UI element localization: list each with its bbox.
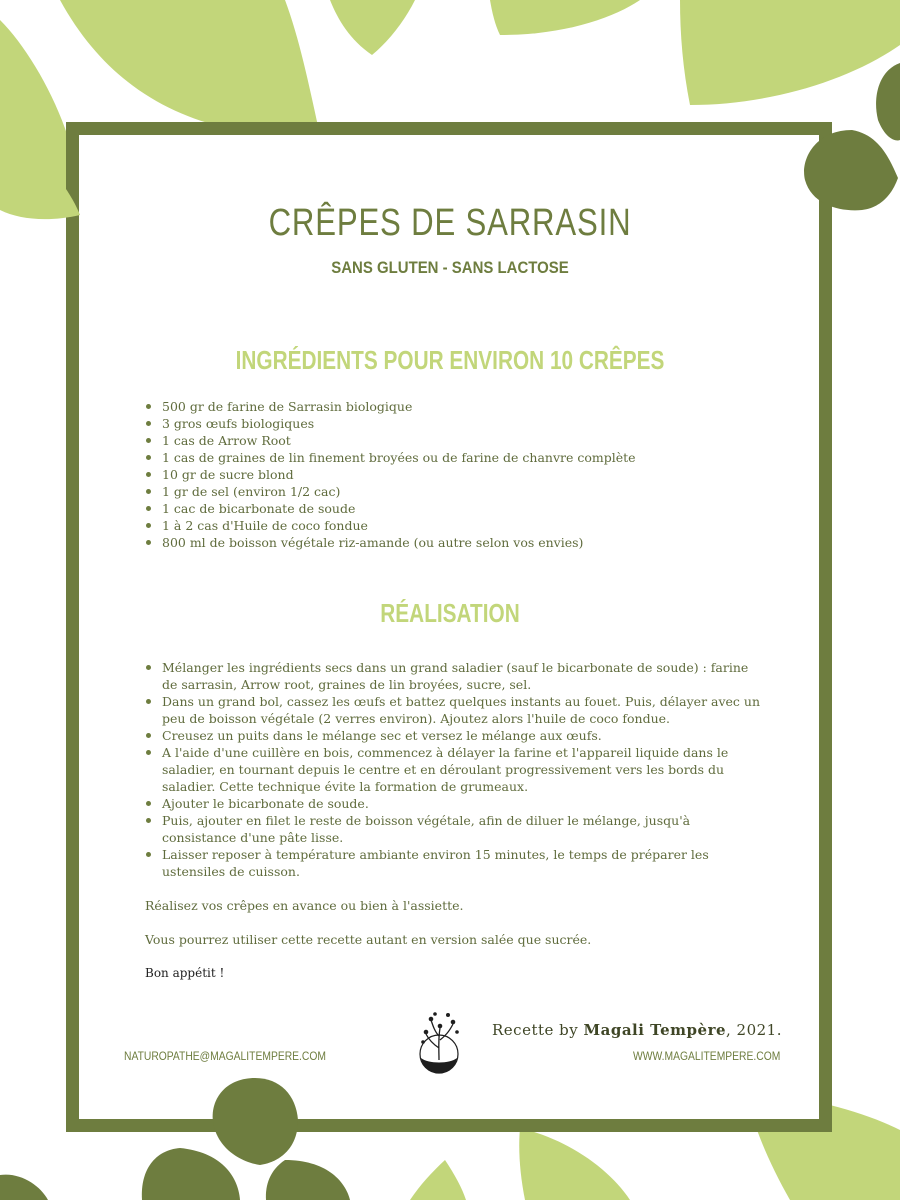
- list-item: 500 gr de farine de Sarrasin biologique: [145, 398, 765, 415]
- note-sweet-savory: Vous pourrez utiliser cette recette autant en version salée que sucrée.: [145, 932, 592, 947]
- note-advance: Réalisez vos crêpes en avance ou bien à l'assiette.: [145, 898, 464, 913]
- list-item: Ajouter le bicarbonate de soude.: [145, 795, 765, 812]
- tree-growing-from-bowl-icon: [413, 1010, 465, 1076]
- list-item: 1 cas de Arrow Root: [145, 432, 765, 449]
- list-item: 10 gr de sucre blond: [145, 466, 765, 483]
- website-link[interactable]: WWW.MAGALITEMPERE.COM: [632, 1049, 780, 1063]
- list-item: Creusez un puits dans le mélange sec et versez le mélange aux œufs.: [145, 727, 765, 744]
- recipe-subtitle: SANS GLUTEN - SANS LACTOSE: [331, 258, 569, 277]
- credit-suffix: , 2021.: [726, 1021, 782, 1039]
- ingredients-list: [145, 398, 765, 551]
- list-item: 1 cac de bicarbonate de soude: [145, 500, 765, 517]
- list-item: Mélanger les ingrédients secs dans un grand saladier (sauf le bicarbonate de soude) : farine de sarrasin, Arrow root, graines de lin broyées, sucre, sel.: [145, 659, 765, 693]
- list-item: 3 gros œufs biologiques: [145, 415, 765, 432]
- list-item: Dans un grand bol, cassez les œufs et battez quelques instants au fouet. Puis, délayer avec un peu de boisson végétale (2 verres environ). Ajoutez alors l'huile de coco fondue.: [145, 693, 765, 727]
- list-item: Puis, ajouter en filet le reste de boisson végétale, afin de diluer le mélange, jusqu'à consistance d'une pâte lisse.: [145, 812, 765, 846]
- list-item: 1 à 2 cas d'Huile de coco fondue: [145, 517, 765, 534]
- author-name: Magali Tempère: [583, 1021, 727, 1039]
- list-item: 800 ml de boisson végétale riz-amande (ou autre selon vos envies): [145, 534, 765, 551]
- closing-text: Bon appétit !: [145, 966, 225, 980]
- list-item: A l'aide d'une cuillère en bois, commencez à délayer la farine et l'appareil liquide dans le saladier, en tournant depuis le centre et en déroulant progressivement vers les bords du saladier. Cette technique évite la formation de grumeaux.: [145, 744, 765, 795]
- ingredients-heading: INGRÉDIENTS POUR ENVIRON 10 CRÊPES: [235, 345, 665, 375]
- list-item: Laisser reposer à température ambiante environ 15 minutes, le temps de préparer les ustensiles de cuisson.: [145, 846, 765, 880]
- credit-prefix: Recette by: [492, 1021, 579, 1039]
- realisation-heading: RÉALISATION: [380, 598, 520, 628]
- steps-list: [145, 659, 765, 880]
- email-link[interactable]: NATUROPATHE@MAGALITEMPERE.COM: [124, 1049, 326, 1063]
- recipe-title: CRÊPES DE SARRASIN: [268, 202, 632, 244]
- recipe-credit: [490, 1021, 782, 1039]
- list-item: 1 gr de sel (environ 1/2 cac): [145, 483, 765, 500]
- list-item: 1 cas de graines de lin finement broyées ou de farine de chanvre complète: [145, 449, 765, 466]
